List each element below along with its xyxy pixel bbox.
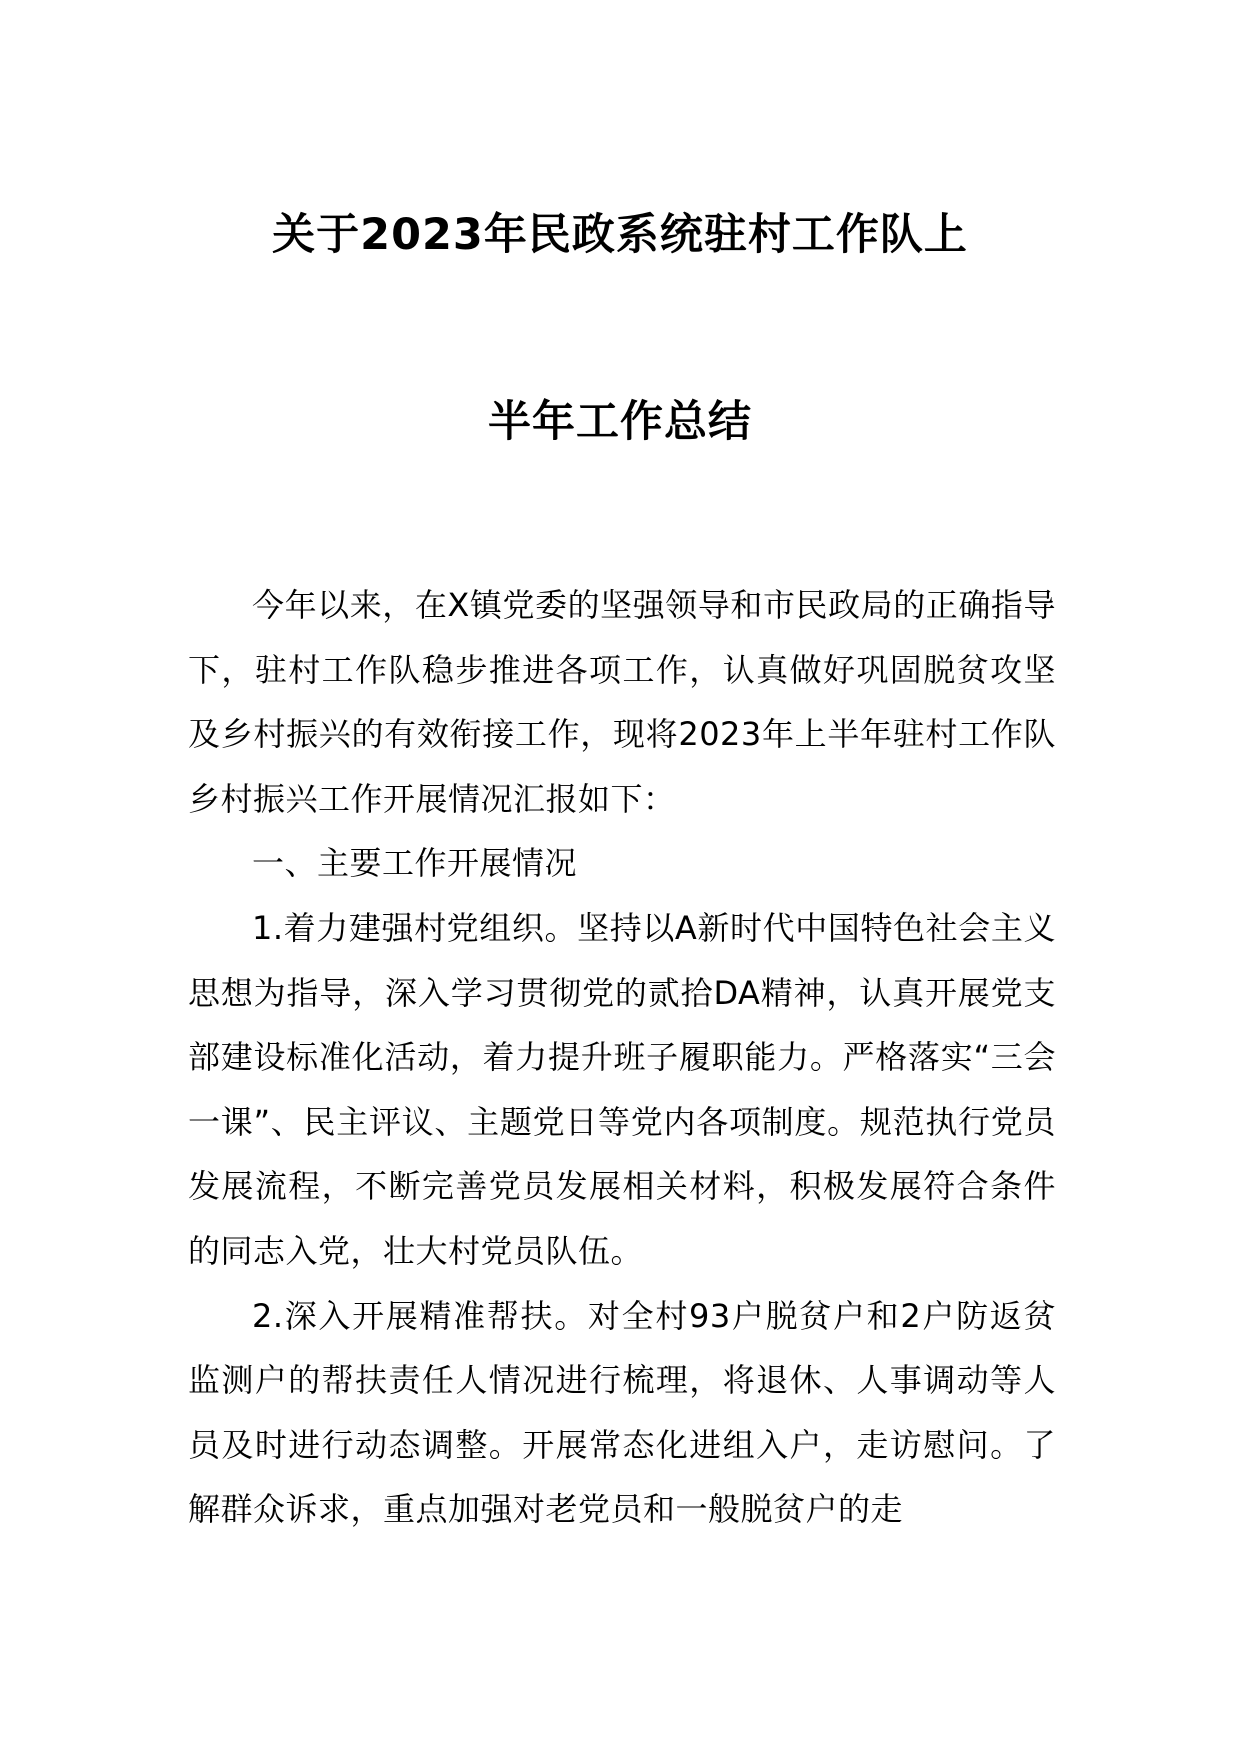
section-heading: 一、主要工作开展情况	[252, 844, 578, 883]
document-body	[188, 573, 1056, 1542]
paragraph-party-organization: 1.着力建强村党组织。坚持以A新时代中国特色社会主义思想为指导，深入学习贯彻党的贰拾DA精神，认真开展党支部建设标准化活动，着力提升班子履职能力。严格落实“三会一课”、民主评议、主题党日等党内各项制度。规范执行党员发展流程，不断完善党员发展相关材料，积极发展符合条件的同志入党，壮大村党员队伍。	[188, 908, 1056, 1270]
document-title-line-1: 关于2023年民政系统驻村工作队上	[272, 210, 968, 260]
document-title-line-2: 半年工作总结	[488, 397, 752, 447]
paragraph-precise-assistance: 2.深入开展精准帮扶。对全村93户脱贫户和2户防返贫监测户的帮扶责任人情况进行梳理，将退休、人事调动等人员及时进行动态调整。开展常态化进组入户，走访慰问。了解群众诉求，重点加强对老党员和一般脱贫户的走	[188, 1296, 1056, 1529]
intro-paragraph: 今年以来，在X镇党委的坚强领导和市民政局的正确指导下，驻村工作队稳步推进各项工作，认真做好巩固脱贫攻坚及乡村振兴的有效衔接工作，现将2023年上半年驻村工作队乡村振兴工作开展情况汇报如下：	[188, 586, 1056, 818]
